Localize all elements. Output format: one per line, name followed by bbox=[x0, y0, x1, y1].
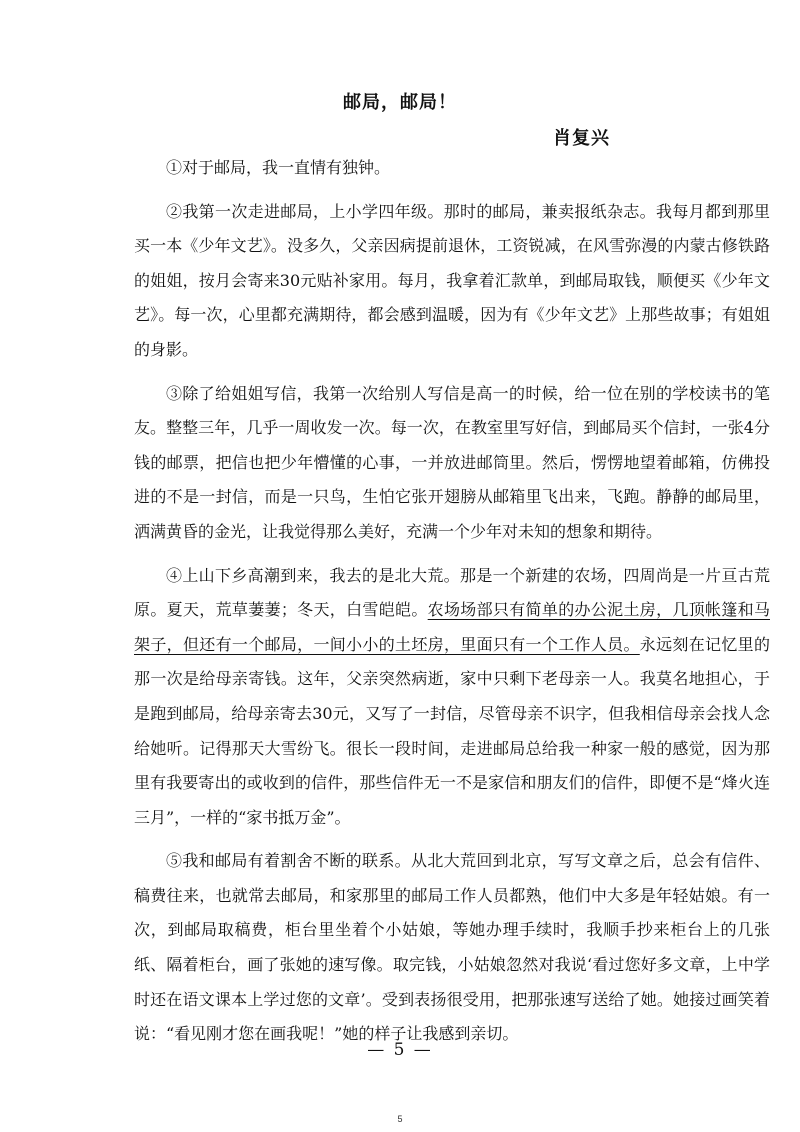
page-number-label: — 5 — bbox=[367, 1040, 433, 1060]
paragraph-4-part-a: ④上山下乡高潮到来，我去的是北大荒。那是一个新建的农场，四周尚是一片亘古荒原。夏天，荒草萋萋；冬天，白雪皑皑。 bbox=[134, 565, 770, 620]
paragraph-1: ①对于邮局，我一直情有独钟。 bbox=[166, 158, 391, 177]
article-author: 肖复兴 bbox=[553, 128, 610, 149]
paragraph-4 bbox=[134, 559, 770, 836]
paragraph-4-underlined-sentence: 农场场部只有简单的办公泥土房，几顶帐篷和马架子，但还有一个邮局，一间小小的土坯房，里面只有一个工作人员。 bbox=[134, 600, 770, 654]
article-title: 邮局，邮局！ bbox=[343, 92, 457, 113]
article-body bbox=[134, 151, 770, 1052]
paragraph-5: ⑤我和邮局有着割舍不断的联系。从北大荒回到北京，写写文章之后，总会有信件、稿费往来，也就常去邮局，和家那里的邮局工作人员都熟，他们中大多是年轻姑娘。有一次，到邮局取稿费，柜台里坐着个小姑娘，等她办理手续时，我顺手抄来柜台上的几张纸、隔着柜台，画了张她的速写像。取完钱，小姑娘忽然对我说‘看过您好多文章，上中学时还在语文课本上学过您的文章’。受到表扬很受用，把那张速写送给了她。她接过画笑着说：“看见刚才您在画我呢！”她的样子让我感到亲切。 bbox=[134, 851, 770, 1044]
paragraph-2: ②我第一次走进邮局，上小学四年级。那时的邮局，兼卖报纸杂志。我每月都到那里买一本《少年文艺》。没多久，父亲因病提前退休，工资锐减，在风雪弥漫的内蒙古修铁路的姐姐，按月会寄来30元贴补家用。每月，我拿着汇款单，到邮局取钱，顺便买《少年文艺》。每一次，心里都充满期待，都会感到温暖，因为有《少年文艺》上那些故事；有姐姐的身影。 bbox=[134, 201, 770, 359]
paragraph-4-part-b: 永远刻在记忆里的那一次是给母亲寄钱。这年，父亲突然病逝，家中只剩下老母亲一人。我莫名地担心，于是跑到邮局，给母亲寄去30元，又写了一封信，尽管母亲不识字，但我相信母亲会找人念给她听。记得那天大雪纷飞。很长一段时间，走进邮局总给我一种家一般的感觉，因为那里有我要寄出的或收到的信件，那些信件无一不是家信和朋友们的信件，即便不是“烽火连三月”，一样的“家书抵万金”。 bbox=[134, 634, 770, 827]
paragraph-3: ③除了给姐姐写信，我第一次给别人写信是高一的时候，给一位在别的学校读书的笔友。整整三年，几乎一周收发一次。每一次，在教室里写好信，到邮局买个信封，一张4分钱的邮票，把信也把少年懵懂的心事，一并放进邮筒里。然后，愣愣地望着邮箱，仿佛投进的不是一封信，而是一只鸟，生怕它张开翅膀从邮箱里飞出来，飞跑。静静的邮局里，洒满黄昏的金光，让我觉得那么美好，充满一个少年对未知的想象和期待。 bbox=[134, 383, 770, 541]
footer-page-number: 5 bbox=[397, 1114, 403, 1124]
